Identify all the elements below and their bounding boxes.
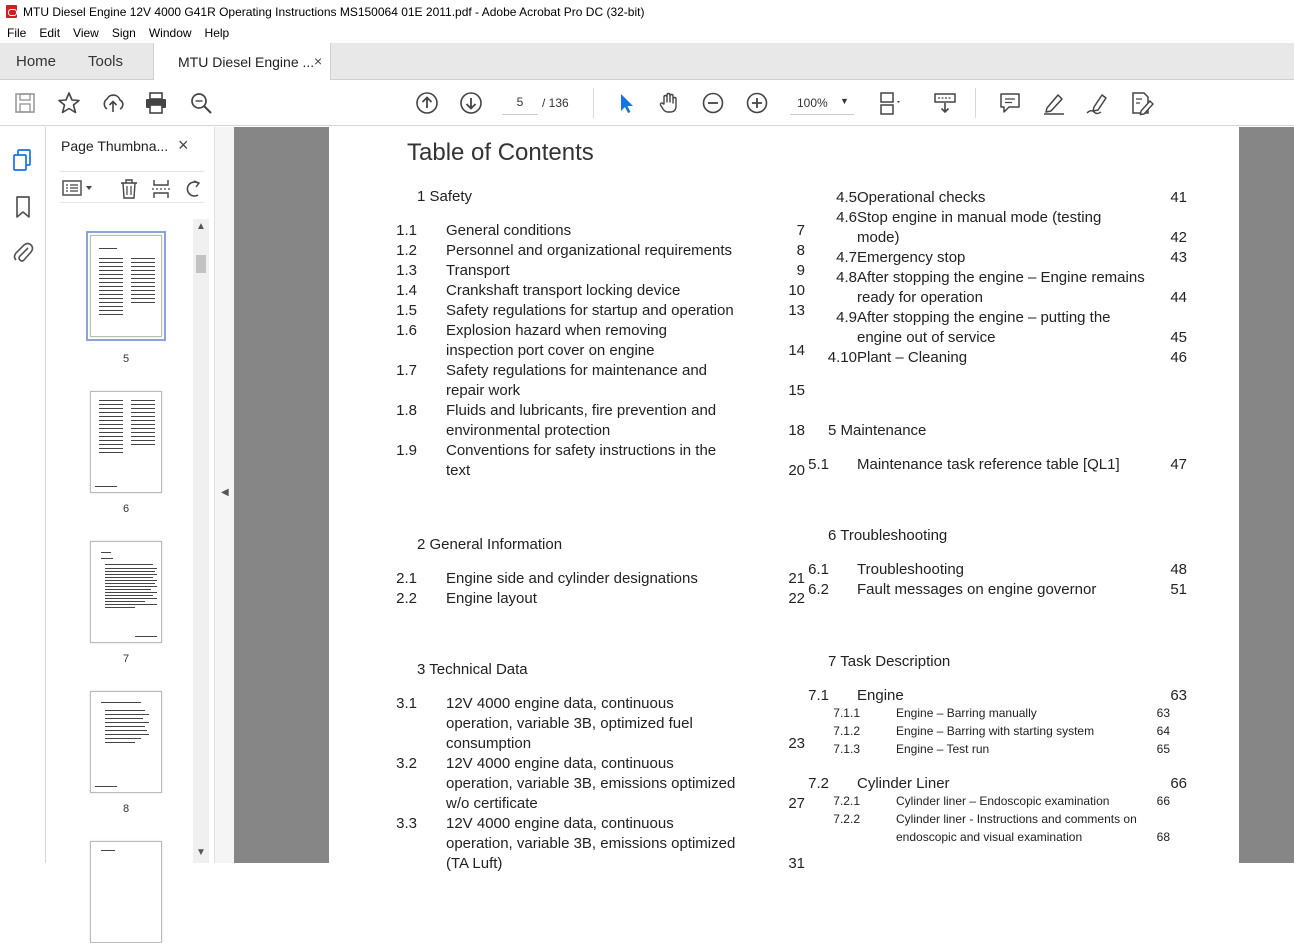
- toc-entry-number: 4.5: [836, 189, 857, 206]
- toc-entry-title: inspection port cover on engine: [446, 342, 655, 359]
- thumbnail-text-line: [131, 432, 155, 433]
- page-number-input[interactable]: 5: [502, 90, 538, 115]
- thumbnail-text-line: [105, 571, 155, 572]
- zoom-out-icon[interactable]: [700, 90, 726, 116]
- thumbnail-page-number: 6: [122, 503, 130, 515]
- toc-entry-number: 5.1: [808, 456, 829, 473]
- thumbnail-text-line: [131, 282, 155, 283]
- thumbnail-text-line: [99, 436, 123, 437]
- thumbnail-text-line: [99, 302, 123, 303]
- thumbnail-text-line: [99, 428, 123, 429]
- toc-entry-number: 4.7: [836, 249, 857, 266]
- thumbnail-text-line: [99, 424, 123, 425]
- toc-entry-title: Explosion hazard when removing: [446, 322, 667, 339]
- toc-entry-page: 31: [788, 855, 805, 872]
- thumbnail-text-line: [99, 266, 123, 267]
- thumbnail-text-line: [131, 286, 155, 287]
- page-display-icon[interactable]: [875, 90, 901, 116]
- page-thumbnail-5[interactable]: [90, 235, 162, 337]
- thumbnail-text-line: [105, 589, 151, 590]
- toc-entry-page: 66: [1170, 775, 1187, 792]
- thumbnail-text-line: [131, 408, 155, 409]
- page-thumbnail-9[interactable]: [90, 841, 162, 943]
- toc-entry[interactable]: [387, 221, 805, 241]
- thumbnail-page-number: 5: [122, 353, 130, 365]
- thumbnail-text-line: [99, 412, 123, 413]
- toc-entry[interactable]: [799, 774, 1187, 794]
- toc-entry-page: 18: [788, 422, 805, 439]
- collapse-arrow-icon: ◀: [221, 487, 229, 498]
- toc-entry-title: Engine side and cylinder designations: [446, 570, 698, 587]
- navigation-rail: [0, 127, 46, 863]
- toc-entry[interactable]: [387, 589, 805, 609]
- toc-entry-title: Conventions for safety instructions in the: [446, 442, 717, 459]
- toc-entry[interactable]: [387, 241, 805, 261]
- toc-entry-number: 1.8: [396, 402, 417, 419]
- tab-bar: [0, 43, 1294, 80]
- toc-entry-number: 1.5: [396, 302, 417, 319]
- menu-sign[interactable]: Sign: [111, 26, 136, 40]
- toc-entry-title: Cylinder liner – Endoscopic examination: [896, 794, 1110, 808]
- thumbnail-text-line: [105, 722, 149, 723]
- toc-entry-title: Cylinder liner - Instructions and comments on: [896, 812, 1137, 826]
- rotate-page-icon[interactable]: [182, 178, 204, 200]
- toc-entry-number: 4.6: [836, 209, 857, 226]
- toc-entry[interactable]: [827, 268, 1187, 308]
- page-thumbnail-8[interactable]: [90, 691, 162, 793]
- page-title: Table of Contents: [407, 139, 594, 166]
- toc-entry-page: 44: [1170, 289, 1187, 306]
- toc-entry-page: 47: [1170, 456, 1187, 473]
- document-view[interactable]: [234, 127, 1294, 872]
- toc-entry-page: 64: [1156, 724, 1170, 738]
- menu-edit[interactable]: Edit: [39, 26, 61, 40]
- chevron-down-icon: ▼: [840, 96, 849, 106]
- thumbnail-text-line: [131, 290, 155, 291]
- toc-entry-title: After stopping the engine – putting the: [857, 309, 1111, 326]
- share-upload-icon[interactable]: [100, 90, 126, 116]
- thumbnail-text-line: [131, 298, 155, 299]
- toc-entry-number: 7.2: [808, 775, 829, 792]
- toc-entry[interactable]: [387, 754, 805, 814]
- toc-entry-page: 13: [788, 302, 805, 319]
- zoom-search-icon[interactable]: [188, 90, 214, 116]
- toc-entry-title: Engine – Barring with starting system: [896, 724, 1095, 738]
- toc-entry-number: 7.1.1: [833, 706, 860, 720]
- toc-entry-page: 23: [788, 735, 805, 752]
- thumbnail-text-line: [135, 636, 157, 637]
- toc-entry-page: 63: [1170, 687, 1187, 704]
- thumbnail-text-line: [131, 258, 155, 259]
- chevron-up-icon[interactable]: ▲: [196, 221, 206, 232]
- toc-entry-page: 41: [1170, 189, 1187, 206]
- toc-entry[interactable]: [832, 722, 1170, 740]
- thumbnail-text-line: [131, 424, 155, 425]
- tab-document[interactable]: [153, 43, 331, 80]
- toc-entry[interactable]: [387, 441, 805, 481]
- thumbnail-text-line: [131, 412, 155, 413]
- pdf-page: [329, 127, 1239, 872]
- toc-entry-number: 2.1: [396, 570, 417, 587]
- toc-entry-page: 22: [788, 590, 805, 607]
- toolbar-divider: [975, 88, 976, 118]
- toc-entry-page: 14: [788, 342, 805, 359]
- thumbnail-text-line: [99, 310, 123, 311]
- thumbnail-list: [46, 219, 196, 863]
- thumbnail-text-line: [99, 420, 123, 421]
- toc-entry[interactable]: [387, 569, 805, 589]
- toc-entry-number: 6.1: [808, 561, 829, 578]
- scroll-mode-icon[interactable]: [932, 90, 958, 116]
- bookmarks-icon[interactable]: [11, 195, 35, 219]
- thumbnail-text-line: [105, 730, 147, 731]
- thumbnail-text-line: [99, 278, 123, 279]
- toc-entry-title: Engine: [857, 687, 904, 704]
- thumbnail-text-line: [101, 702, 141, 703]
- thumbnail-text-line: [99, 432, 123, 433]
- toc-entry-number: 7.1.3: [833, 742, 860, 756]
- thumbnail-text-line: [99, 270, 123, 271]
- thumbnail-text-line: [131, 400, 155, 401]
- section-heading-7: 7 Task Description: [828, 653, 951, 670]
- delete-page-icon[interactable]: [118, 178, 140, 200]
- thumbnail-text-line: [105, 604, 157, 605]
- toc-entry[interactable]: [387, 281, 805, 301]
- thumbnail-text-line: [105, 586, 157, 587]
- toc-entry[interactable]: [827, 188, 1187, 208]
- toc-entry-page: 48: [1170, 561, 1187, 578]
- toc-entry-title: operation, variable 3B, optimized fuel: [446, 715, 693, 732]
- thumbnail-text-line: [105, 710, 145, 711]
- toc-entry-page: 27: [788, 795, 805, 812]
- menu-view[interactable]: View: [73, 26, 99, 40]
- toc-entry[interactable]: [387, 361, 805, 401]
- thumbnail-toolbar: [60, 171, 204, 203]
- thumbnail-text-line: [131, 262, 155, 263]
- thumbnail-text-line: [99, 408, 123, 409]
- tab-tools[interactable]: Tools: [88, 53, 124, 70]
- toc-entry[interactable]: [387, 321, 805, 361]
- thumbnail-text-line: [105, 726, 145, 727]
- section-heading-5: 5 Maintenance: [828, 422, 927, 439]
- toc-entry-number: 1.1: [396, 222, 417, 239]
- section-heading-2: 2 General Information: [417, 536, 563, 553]
- thumbnail-text-line: [105, 598, 157, 599]
- chevron-down-icon[interactable]: ▼: [196, 847, 206, 858]
- thumbnail-text-line: [101, 850, 115, 851]
- toc-entry-number: 3.3: [396, 815, 417, 832]
- thumbnail-text-line: [131, 416, 155, 417]
- page-thumbnail-6[interactable]: [90, 391, 162, 493]
- tab-home[interactable]: Home: [16, 53, 57, 70]
- toc-entry-page: 8: [796, 242, 805, 259]
- thumbnail-text-line: [99, 400, 123, 401]
- title-bar: [0, 0, 1294, 23]
- attachments-paperclip-icon[interactable]: [11, 240, 35, 264]
- toc-entry-page: 68: [1156, 830, 1170, 844]
- toc-entry-title: Maintenance task reference table [QL1]: [857, 456, 1120, 473]
- window-title: MTU Diesel Engine 12V 4000 G41R Operating Instructions MS150064 01E 2011.pdf - Adobe Acrobat Pro DC (32-bit): [23, 4, 645, 19]
- toc-entry-title: General conditions: [446, 222, 572, 239]
- toc-entry-page: 46: [1170, 349, 1187, 366]
- toc-entry-number: 4.9: [836, 309, 857, 326]
- toc-entry-number: 2.2: [396, 590, 417, 607]
- thumbnail-page-number: 7: [122, 653, 130, 665]
- toc-entry-title: 12V 4000 engine data, continuous: [446, 695, 674, 712]
- page-total: / 136: [542, 96, 569, 110]
- toc-entry-number: 4.8: [836, 269, 857, 286]
- toc-entry-number: 1.2: [396, 242, 417, 259]
- toc-entry-number: 1.7: [396, 362, 417, 379]
- thumbnail-text-line: [131, 270, 155, 271]
- thumbnail-text-line: [105, 568, 157, 569]
- page-thumbnail-7[interactable]: [90, 541, 162, 643]
- select-cursor-icon[interactable]: [613, 90, 639, 116]
- panel-title: Page Thumbna...: [61, 138, 169, 154]
- thumbnail-text-line: [95, 786, 117, 787]
- zoom-in-icon[interactable]: [744, 90, 770, 116]
- toc-entry-title: Operational checks: [857, 189, 986, 206]
- extract-page-icon[interactable]: [150, 178, 172, 200]
- thumbnail-text-line: [131, 294, 155, 295]
- toc-entry-title: mode): [857, 229, 900, 246]
- thumbnail-text-line: [105, 595, 153, 596]
- section-heading-6: 6 Troubleshooting: [828, 527, 948, 544]
- save-icon[interactable]: [12, 90, 38, 116]
- thumbnail-text-line: [131, 266, 155, 267]
- toc-entry-number: 7.1.2: [833, 724, 860, 738]
- thumbnail-text-line: [105, 592, 157, 593]
- toc-entry[interactable]: [799, 686, 1187, 706]
- toc-entry-title: (TA Luft): [446, 855, 503, 872]
- toc-entry[interactable]: [832, 740, 1170, 758]
- thumbnail-text-line: [99, 404, 123, 405]
- thumbnail-text-line: [99, 274, 123, 275]
- page-thumbnails-panel: [46, 127, 214, 863]
- page-thumbnails-icon[interactable]: [11, 148, 35, 172]
- toc-entry-page: 65: [1156, 742, 1170, 756]
- toc-entry-title: repair work: [446, 382, 521, 399]
- toc-entry[interactable]: [799, 455, 1187, 475]
- toc-entry[interactable]: [832, 810, 1170, 846]
- toc-entry-title: environmental protection: [446, 422, 611, 439]
- toc-entry-title: Cylinder Liner: [857, 775, 950, 792]
- bookmark-star-icon[interactable]: [56, 90, 82, 116]
- toc-entry-number: 1.6: [396, 322, 417, 339]
- thumbnail-text-line: [105, 738, 141, 739]
- toc-entry-page: 42: [1170, 229, 1187, 246]
- thumbnail-text-line: [105, 601, 145, 602]
- thumbnail-text-line: [99, 258, 123, 259]
- toc-entry-title: Troubleshooting: [857, 561, 965, 578]
- toc-entry-title: 12V 4000 engine data, continuous: [446, 755, 674, 772]
- thumbnail-scrollbar[interactable]: [193, 219, 209, 863]
- toc-entry-number: 6.2: [808, 581, 829, 598]
- tab-close-icon[interactable]: ×: [314, 53, 323, 69]
- thumbnail-text-line: [101, 552, 111, 553]
- thumbnail-text-line: [105, 580, 157, 581]
- tab-document-label: MTU Diesel Engine ...: [178, 54, 315, 70]
- toc-entry-title: consumption: [446, 735, 532, 752]
- toc-entry-number: 1.9: [396, 442, 417, 459]
- toc-entry-number: 7.1: [808, 687, 829, 704]
- toc-entry[interactable]: [387, 401, 805, 441]
- toc-entry-page: 15: [788, 382, 805, 399]
- toc-entry-title: 12V 4000 engine data, continuous: [446, 815, 674, 832]
- toc-entry-title: Personnel and organizational requirements: [446, 242, 733, 259]
- thumbnail-text-line: [99, 448, 123, 449]
- toc-entry-title: Engine layout: [446, 590, 537, 607]
- toc-entry[interactable]: [832, 792, 1170, 810]
- thumbnail-text-line: [131, 420, 155, 421]
- menu-bar: [0, 23, 1294, 43]
- toc-entry[interactable]: [387, 694, 805, 754]
- toc-entry-title: operation, variable 3B, emissions optimized: [446, 835, 736, 852]
- thumbnail-text-line: [99, 248, 117, 249]
- toc-entry[interactable]: [827, 248, 1187, 268]
- thumbnail-text-line: [99, 440, 123, 441]
- toc-entry[interactable]: [827, 348, 1187, 368]
- thumbnail-text-line: [105, 718, 143, 719]
- thumbnail-text-line: [131, 444, 155, 445]
- toc-entry[interactable]: [387, 261, 805, 281]
- menu-file[interactable]: File: [7, 26, 27, 40]
- toc-entry-page: 66: [1156, 794, 1170, 808]
- thumbnail-text-line: [105, 607, 135, 608]
- toc-entry-page: 63: [1156, 706, 1170, 720]
- toolbar-divider: [593, 88, 594, 118]
- thumbnail-text-line: [99, 298, 123, 299]
- thumbnail-text-line: [131, 440, 155, 441]
- toc-entry-title: ready for operation: [857, 289, 983, 306]
- comment-icon[interactable]: [997, 90, 1023, 116]
- highlight-pen-icon[interactable]: [1041, 90, 1067, 116]
- zoom-level-value: 100%: [797, 96, 828, 110]
- thumbnail-text-line: [105, 577, 153, 578]
- hand-tool-icon[interactable]: [656, 90, 682, 116]
- thumbnail-text-line: [99, 286, 123, 287]
- toc-entry-title: engine out of service: [857, 329, 996, 346]
- thumbnail-text-line: [99, 294, 123, 295]
- thumbnail-text-line: [105, 574, 157, 575]
- thumbnail-text-line: [105, 734, 149, 735]
- toc-entry-title: Emergency stop: [857, 249, 966, 266]
- toc-entry-title: After stopping the engine – Engine remains: [857, 269, 1145, 286]
- toc-entry-page: 43: [1170, 249, 1187, 266]
- toc-entry-page: 9: [796, 262, 805, 279]
- toc-entry-title: Crankshaft transport locking device: [446, 282, 681, 299]
- toc-entry-title: text: [446, 462, 471, 479]
- toc-entry-number: 1.3: [396, 262, 417, 279]
- toc-entry-title: Fluids and lubricants, fire prevention and: [446, 402, 717, 419]
- thumbnail-text-line: [131, 302, 155, 303]
- toc-entry-number: 3.1: [396, 695, 417, 712]
- toc-entry[interactable]: [799, 580, 1187, 600]
- thumbnail-text-line: [99, 452, 123, 453]
- thumbnail-text-line: [101, 558, 113, 559]
- menu-window[interactable]: Window: [148, 26, 192, 40]
- toc-entry-page: 20: [788, 462, 805, 479]
- thumbnail-text-line: [99, 290, 123, 291]
- toc-entry-title: w/o certificate: [446, 795, 538, 812]
- toc-entry-number: 3.2: [396, 755, 417, 772]
- thumbnail-text-line: [99, 314, 123, 315]
- toc-entry-title: Safety regulations for maintenance and: [446, 362, 707, 379]
- toc-entry-title: Plant – Cleaning: [857, 349, 968, 366]
- thumbnail-text-line: [95, 486, 117, 487]
- draw-sign-icon[interactable]: [1085, 90, 1111, 116]
- scrollbar-thumb[interactable]: [196, 255, 206, 273]
- toc-entry-title: Engine – Barring manually: [896, 706, 1037, 720]
- toc-entry-number: 1.4: [396, 282, 417, 299]
- toc-entry-number: 4.10: [827, 349, 857, 366]
- thumbnail-text-line: [131, 428, 155, 429]
- toc-entry-title: operation, variable 3B, emissions optimized: [446, 775, 736, 792]
- toc-entry-title: Transport: [446, 262, 510, 279]
- thumbnail-options-icon[interactable]: [62, 178, 96, 198]
- panel-collapse-handle[interactable]: [214, 127, 234, 863]
- toc-entry-title: endoscopic and visual examination: [896, 830, 1083, 844]
- toc-entry-title: Fault messages on engine governor: [857, 581, 1097, 598]
- previous-page-icon[interactable]: [414, 90, 440, 116]
- toc-entry-page: 21: [788, 570, 805, 587]
- print-icon[interactable]: [143, 90, 169, 116]
- edit-pdf-icon[interactable]: [1128, 90, 1154, 116]
- thumbnail-text-line: [99, 282, 123, 283]
- toolbar: [0, 80, 1294, 126]
- section-heading-3: 3 Technical Data: [417, 661, 528, 678]
- toc-entry[interactable]: [827, 208, 1187, 248]
- close-panel-icon[interactable]: ×: [178, 135, 189, 155]
- toc-entry-title: Engine – Test run: [896, 742, 990, 756]
- toc-entry-number: 7.2.2: [833, 812, 860, 826]
- menu-help[interactable]: Help: [204, 26, 230, 40]
- thumbnail-text-line: [99, 306, 123, 307]
- thumbnail-page-number: 8: [122, 803, 130, 815]
- toc-entry-title: Safety regulations for startup and operation: [446, 302, 734, 319]
- toc-entry-page: 45: [1170, 329, 1187, 346]
- thumbnail-text-line: [105, 564, 153, 565]
- thumbnail-text-line: [131, 404, 155, 405]
- thumbnail-text-line: [99, 444, 123, 445]
- toc-entry-number: 7.2.1: [833, 794, 860, 808]
- thumbnail-text-line: [105, 714, 149, 715]
- toc-entry-title: Stop engine in manual mode (testing: [857, 209, 1102, 226]
- toc-entry[interactable]: [387, 301, 805, 321]
- thumbnail-text-line: [131, 274, 155, 275]
- toc-entry[interactable]: [832, 704, 1170, 722]
- toc-entry-page: 7: [796, 222, 805, 239]
- thumbnail-text-line: [105, 742, 135, 743]
- toc-entry-page: 10: [788, 282, 805, 299]
- acrobat-pdf-icon: [6, 5, 17, 18]
- thumbnail-text-line: [99, 262, 123, 263]
- toc-entry[interactable]: [387, 814, 805, 874]
- toc-entry[interactable]: [827, 308, 1187, 348]
- thumbnail-text-line: [131, 436, 155, 437]
- next-page-icon[interactable]: [458, 90, 484, 116]
- thumbnail-text-line: [99, 416, 123, 417]
- toc-entry[interactable]: [799, 560, 1187, 580]
- thumbnail-text-line: [105, 583, 155, 584]
- section-heading-1: 1 Safety: [417, 188, 473, 205]
- thumbnail-text-line: [131, 278, 155, 279]
- zoom-level-select[interactable]: [790, 90, 854, 115]
- toc-entry-page: 51: [1170, 581, 1187, 598]
